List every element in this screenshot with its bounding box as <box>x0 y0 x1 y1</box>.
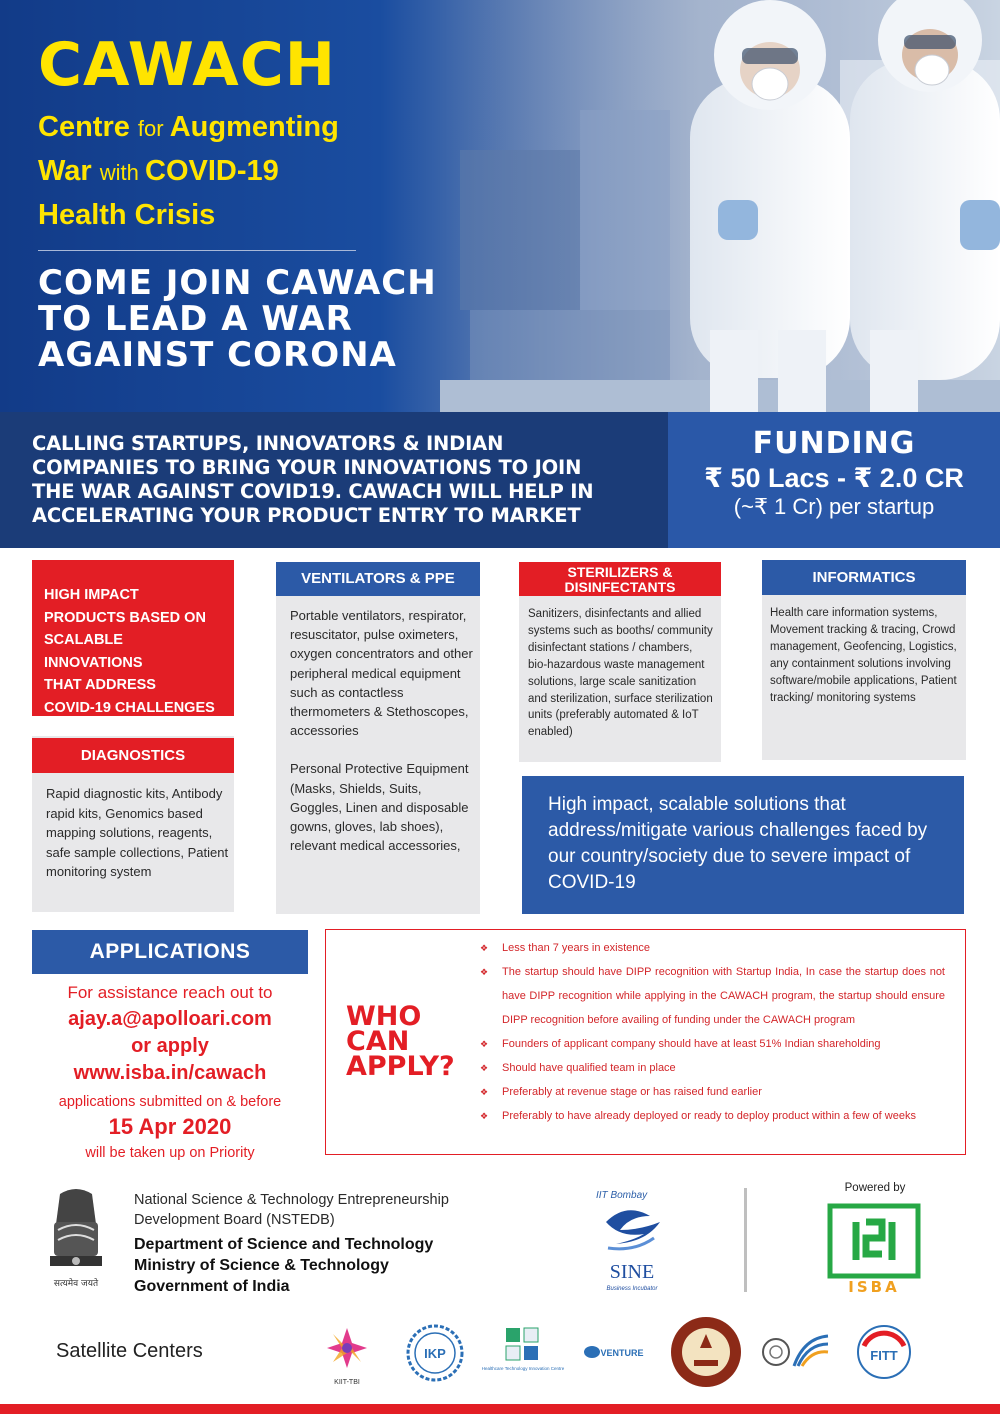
ventilators-paragraph: Portable ventilators, respirator, resuscitator, pulse oximeters, oxygen concentrators and other peripheral medical equipment such as contactless thermometers & Stethoscopes, accessories <box>290 608 473 739</box>
hero-text <box>38 30 478 373</box>
eligibility-item <box>480 1104 945 1128</box>
subtitle <box>38 106 478 236</box>
satellite-centers-label: Satellite Centers <box>56 1340 203 1362</box>
nstedb-line: National Science & Technology Entrepreneurship <box>134 1192 449 1208</box>
iit-madras-seal <box>668 1314 744 1390</box>
venture-label: VENTURE <box>600 1348 644 1358</box>
sine-sub: Business Incubator <box>606 1286 658 1292</box>
submitted-text: applications submitted on & before <box>58 1094 282 1110</box>
powered-by-label: Powered by <box>844 1182 906 1194</box>
subtitle-word: War <box>38 155 100 187</box>
or-apply-text: or apply <box>131 1035 209 1057</box>
subtitle-word: Augmenting <box>169 111 339 143</box>
assist-text: For assistance reach out to <box>67 983 273 1002</box>
priority-text: will be taken up on Priority <box>85 1145 255 1161</box>
sterilizers-title-line: STERILIZERS & <box>567 564 673 580</box>
sterilizers-title-line: DISINFECTANTS <box>564 579 676 595</box>
isba-label: ISBA <box>848 1278 900 1296</box>
call-line: CALLING STARTUPS, INNOVATORS & INDIAN <box>32 432 504 455</box>
high-impact-line: COVID-19 CHALLENGES <box>44 699 215 716</box>
funding-title: FUNDING <box>752 426 916 461</box>
high-impact-line: THAT ADDRESS <box>44 677 156 693</box>
nstedb-line: Development Board (NSTEDB) <box>134 1212 335 1228</box>
bullet-icon: ❖ <box>480 1087 489 1097</box>
high-impact-box <box>32 560 234 716</box>
fitt-logo <box>856 1324 912 1380</box>
eligibility-item <box>480 960 945 1032</box>
subtitle-word: COVID-19 <box>145 155 279 187</box>
eligibility-item <box>480 1056 945 1080</box>
call-line: THE WAR AGAINST COVID19. CAWACH WILL HELP IN <box>32 480 594 503</box>
eligibility-list <box>480 936 945 1128</box>
kiit-tbi-logo <box>312 1318 382 1388</box>
ventilators-body <box>290 606 476 855</box>
subtitle-word: Centre <box>38 111 138 143</box>
who-title-line: APPLY? <box>346 1051 455 1082</box>
national-emblem-icon <box>40 1186 112 1296</box>
iit-seal-pair <box>762 1332 832 1372</box>
eligibility-item <box>480 936 945 960</box>
dst-name: Department of Science and Technology <box>134 1236 434 1253</box>
eligibility-text: Founders of applicant company should have at least 51% Indian shareholding <box>502 1038 881 1050</box>
lab-workers-image <box>440 0 1000 412</box>
title: CAWACH <box>38 30 336 100</box>
call-line: COMPANIES TO BRING YOUR INNOVATIONS TO JOIN <box>32 456 582 479</box>
healthcare-tech-logo <box>481 1326 565 1382</box>
ikp-logo <box>404 1322 466 1384</box>
applications-title: APPLICATIONS <box>32 930 308 974</box>
eligibility-text: Preferably to have already deployed or ready to deploy product within a few of weeks <box>502 1110 916 1122</box>
ppe-paragraph: Personal Protective Equipment (Masks, Shields, Suits, Goggles, Linen and disposable gowns, gloves, lab shoes), relevant medical accessories, <box>290 761 469 854</box>
apply-link[interactable]: www.isba.in/cawach <box>73 1062 267 1084</box>
eligibility-text: The startup should have DIPP recognition with Startup India, In case the startup does not have DIPP recognition while applying in the CAWACH program, the startup should ensure DIPP recognition before availing of funding under the CAWACH program <box>502 966 945 1026</box>
who-title-line: CAN <box>346 1026 410 1057</box>
contact-email[interactable]: ajay.a@apolloari.com <box>68 1008 272 1030</box>
impact-box: High impact, scalable solutions that address/mitigate various challenges faced by our country/society due to severe impact of COVID-19 <box>522 776 964 914</box>
headline <box>38 265 478 373</box>
footer-divider <box>744 1188 747 1292</box>
sine-iit-bombay-logo <box>592 1186 672 1296</box>
sine-label: SINE <box>609 1261 655 1283</box>
bullet-icon: ❖ <box>480 1063 489 1073</box>
funding-per-startup: (~₹ 1 Cr) per startup <box>733 494 935 519</box>
subtitle-line: Health Crisis <box>38 199 216 231</box>
ventilators-title: VENTILATORS & PPE <box>276 562 480 596</box>
deadline-date: 15 Apr 2020 <box>108 1114 232 1139</box>
high-impact-line: PRODUCTS BASED ON <box>44 609 206 626</box>
divider <box>38 250 356 251</box>
call-line: ACCELERATING YOUR PRODUCT ENTRY TO MARKET <box>32 504 581 527</box>
headline-line: COME JOIN CAWACH <box>38 263 437 303</box>
diagnostics-title: DIAGNOSTICS <box>32 738 234 773</box>
kiit-label: KIIT-TBI <box>334 1379 360 1386</box>
applications-body <box>32 980 308 1165</box>
high-impact-line: SCALABLE INNOVATIONS <box>44 632 143 671</box>
eligibility-text: Less than 7 years in existence <box>502 942 650 954</box>
headline-line: TO LEAD A WAR <box>38 299 353 339</box>
sterilizers-body: Sanitizers, disinfectants and allied systems such as booths/ community disinfectant stations / chambers, bio-hazardous waste management solutions, large scale sanitization and sterilization, surface sterilization units (preferably automated & IoT enabled) <box>528 608 713 739</box>
eligibility-item <box>480 1080 945 1104</box>
subtitle-word: with <box>99 160 146 185</box>
eligibility-text: Preferably at revenue stage or has raised fund earlier <box>502 1086 762 1098</box>
sterilizers-title <box>519 562 721 596</box>
high-impact-line: HIGH IMPACT <box>44 587 139 603</box>
venture-center-logo <box>582 1338 650 1368</box>
iitb-label: IIT Bombay <box>596 1190 648 1201</box>
ikp-label: IKP <box>424 1346 446 1361</box>
eligibility-text: Should have qualified team in place <box>502 1062 676 1074</box>
diagnostics-body: Rapid diagnostic kits, Antibody rapid kits, Genomics based mapping solutions, reagents, safe sample collections, Patient monitoring system <box>46 786 229 879</box>
emblem-caption: सत्यमेव जयते <box>53 1279 99 1289</box>
fitt-label: FITT <box>870 1348 898 1363</box>
informatics-title: INFORMATICS <box>762 560 966 595</box>
funding-box <box>668 412 1000 548</box>
ministry-name: Ministry of Science & Technology <box>134 1257 389 1274</box>
bullet-icon: ❖ <box>480 1111 489 1121</box>
bottom-red-rule <box>0 1404 1000 1414</box>
govt-name: Government of India <box>134 1278 290 1295</box>
call-text <box>32 432 662 528</box>
nstedb-block <box>134 1190 449 1297</box>
isba-logo <box>826 1200 922 1296</box>
informatics-body: Health care information systems, Movement tracking & tracing, Crowd management, Geofencing, Logistics, any containment solutions involving software/mobile applications, Patient tracking/ monitoring systems <box>770 607 957 704</box>
who-title-line: WHO <box>346 1001 422 1032</box>
ht-label: Healthcare Technology Innovation Centre <box>481 1366 565 1371</box>
subtitle-word: for <box>137 116 170 141</box>
bullet-icon: ❖ <box>480 1039 489 1049</box>
bullet-icon: ❖ <box>480 967 489 977</box>
funding-amount: ₹ 50 Lacs - ₹ 2.0 CR <box>704 463 964 493</box>
bullet-icon: ❖ <box>480 943 489 953</box>
eligibility-item <box>480 1032 945 1056</box>
headline-line: AGAINST CORONA <box>38 335 397 375</box>
hero-banner <box>0 0 1000 412</box>
who-can-apply-title <box>346 1001 455 1082</box>
